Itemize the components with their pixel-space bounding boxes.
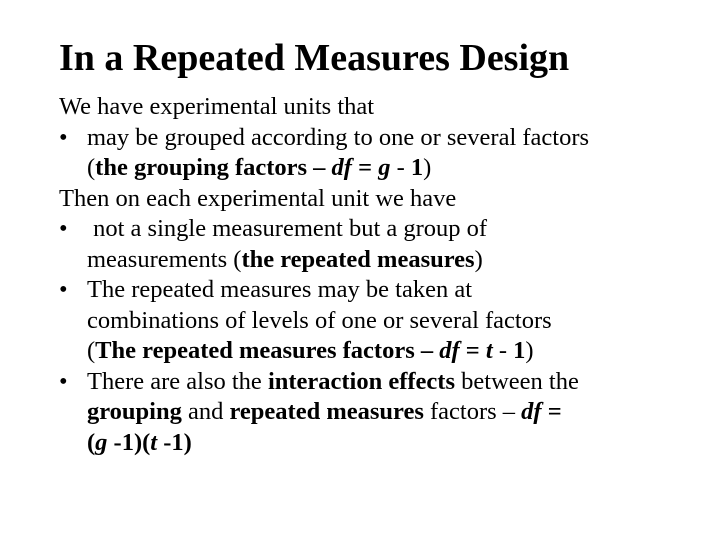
g-symbol: g: [95, 428, 108, 456]
measurements-text: measurements (: [87, 245, 242, 273]
bullet-grouping-factors: [59, 123, 699, 184]
factors-text: factors –: [423, 398, 522, 425]
minus-sign: -: [492, 337, 514, 364]
between-the-text: between the: [455, 367, 579, 395]
paren-open: (: [87, 154, 96, 181]
interaction-effects-label: interaction effects: [267, 367, 456, 395]
g-symbol: g: [378, 154, 391, 181]
interaction-intro-text: There are also the: [87, 367, 268, 395]
equals-sign: =: [541, 398, 562, 425]
grouping-factors-label: the grouping factors –: [95, 154, 332, 181]
minus-one-close-text: -1): [157, 428, 192, 456]
bullet-4-line-3: [87, 428, 699, 459]
bullet-2-line-2: [87, 245, 699, 276]
bullet-3-line-3: [87, 336, 699, 367]
bullet-4-line-1: [87, 367, 699, 398]
t-symbol: t: [150, 428, 158, 456]
repeated-measures-label: repeated measures: [229, 398, 424, 425]
bullet-mark: •: [59, 367, 68, 395]
bullet-1-line-2: [87, 153, 699, 184]
slide-body: [59, 92, 699, 458]
bullet-4-line-2: [87, 397, 699, 428]
df-symbol: df: [439, 337, 460, 364]
one-value: 1: [410, 154, 424, 181]
bullet-repeated-measures: [59, 214, 699, 275]
bullet-mark: •: [59, 123, 68, 151]
repeated-measures-factors-label: The repeated measures factors –: [95, 337, 440, 364]
and-text: and: [181, 398, 230, 425]
bullet-mark: •: [59, 215, 68, 242]
minus-sign: -: [390, 154, 411, 181]
bullet-mark: •: [59, 276, 68, 303]
one-value: 1: [513, 337, 526, 364]
repeated-measures-label: the repeated measures: [241, 245, 475, 273]
equals-sign: =: [351, 154, 379, 181]
intro-line: We have experimental units that: [59, 93, 375, 120]
paren-open: (: [87, 428, 96, 456]
paren-close: ): [525, 337, 534, 364]
equals-sign: =: [459, 337, 486, 364]
bullet-interaction-effects: [59, 367, 699, 459]
minus-one-text: -1)(: [107, 428, 151, 456]
bullet-2-line-1: not a single measurement but a group of: [87, 215, 488, 242]
bullet-3-line-1: The repeated measures may be taken at: [87, 276, 473, 303]
bullet-repeated-measures-factors: [59, 275, 699, 367]
paren-open: (: [87, 337, 96, 364]
df-symbol: df: [521, 398, 542, 425]
grouping-label: grouping: [87, 398, 182, 425]
bullet-1-line-1: may be grouped according to one or several factors: [87, 123, 590, 151]
slide-title: In a Repeated Measures Design: [59, 37, 570, 79]
then-line: Then on each experimental unit we have: [59, 184, 457, 212]
paren-close: ): [474, 245, 483, 273]
df-symbol: df: [331, 154, 352, 181]
t-symbol: t: [485, 337, 493, 364]
paren-close: ): [423, 154, 432, 181]
bullet-3-line-2: combinations of levels of one or several factors: [87, 306, 552, 334]
